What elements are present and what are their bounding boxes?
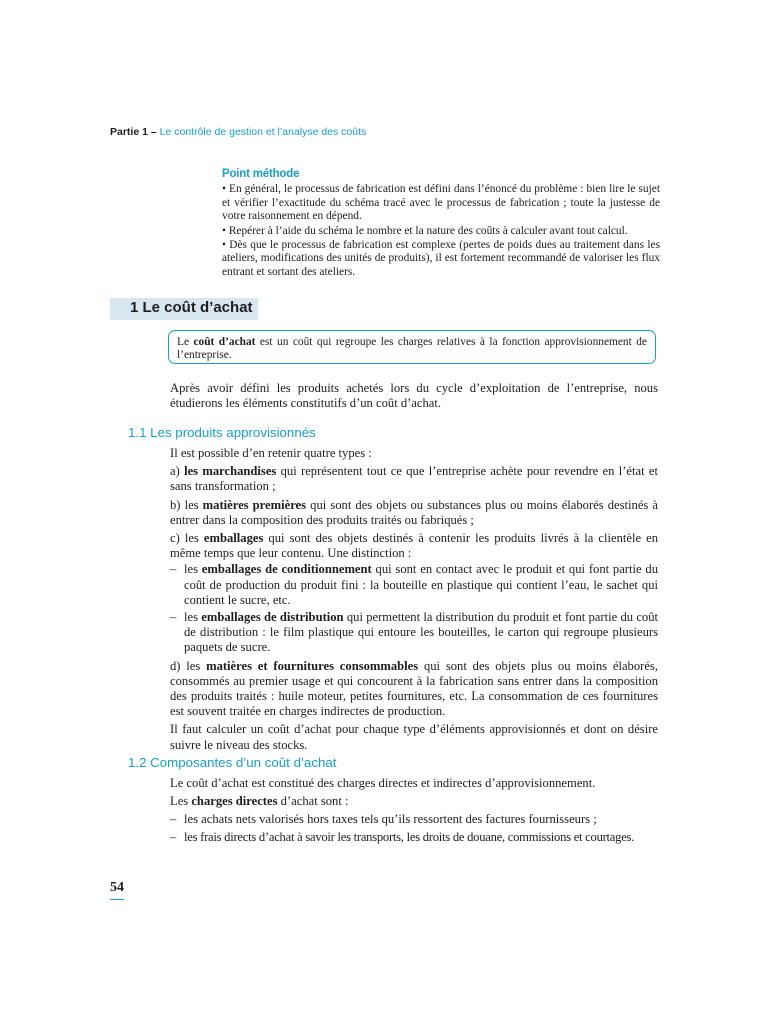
item-b: b) les matières premières qui sont des objets ou substances plus ou moins élaborés destinés à entrer dans la composition des produits traités ou fabriqués ; — [170, 497, 658, 527]
intro-paragraph — [170, 381, 658, 411]
subsection-title-1-1: 1.1 Les produits approvisionnés — [128, 425, 316, 440]
lead-text: Il est possible d’en retenir quatre types : — [170, 446, 372, 460]
page-number-rule — [110, 899, 124, 900]
direct-charge-item: – les achats nets valorisés hors taxes tels qu’ils ressortent des factures fournisseurs ; — [170, 812, 597, 827]
point-methode-title: Point méthode — [222, 168, 300, 180]
part-label: Partie 1 — [110, 126, 148, 138]
direct-charge-item: – les frais directs d’achat à savoir les transports, les droits de douane, commissions et courtages. — [170, 829, 635, 844]
section-heading-bar — [110, 298, 258, 320]
header-subtitle: Le contrôle de gestion et l’analyse des coûts — [159, 126, 367, 138]
methode-item: • Repérer à l’aide du schéma le nombre et la nature des coûts à calculer avant tout calcul. — [222, 224, 628, 237]
subsection-body-1-1 — [170, 446, 658, 756]
item-a: a) les marchandises qui représentent tout ce que l’entreprise achète pour revendre en l’état et sans transformation ; — [170, 464, 659, 494]
closing-text: Il faut calculer un coût d’achat pour chaque type d’éléments approvisionnés et dont on désire suivre le niveau des stocks. — [170, 722, 658, 752]
definition-term: coût d’achat — [193, 336, 256, 348]
methode-item: • En général, le processus de fabrication est défini dans l’énoncé du problème : bien lire le sujet et vérifier l’exactitude du schéma tracé avec le processus de fabrication ; toute la justesse de votre raisonnement en dépend. — [222, 183, 660, 223]
definition-box — [168, 330, 656, 364]
running-header — [110, 126, 366, 138]
header-separator: – — [147, 126, 160, 138]
point-methode-box — [222, 168, 660, 280]
definition-text: Le — [177, 336, 194, 348]
item-c-2: – les emballages de distribution qui permettent la distribution du produit et font partie du coût de distribution : le film plastique qui entoure les bouteilles, le carton qui regroupe plusieurs paquets de sucre. — [170, 610, 659, 655]
subsection-body-1-2 — [170, 776, 680, 847]
item-c: c) les emballages qui sont des objets destinés à contenir les produits livrés à la clientèle en même temps que leur contenu. Une distinction : — [170, 531, 658, 561]
subsection-title-1-2: 1.2 Composantes d’un coût d’achat — [128, 755, 337, 770]
section-title: 1 Le coût d’achat — [130, 299, 253, 316]
item-d: d) les matières et fournitures consommables qui sont des objets plus ou moins élaborés, consommés au premier usage et qui concourent à la fabrication sans entrer dans la composition des produits traités : huile moteur, petites fournitures, etc. La consommation de ces fournitures est souvent traitée en charges indirectes de production. — [170, 658, 658, 719]
intro-text: Après avoir défini les produits achetés lors du cycle d’exploitation de l’entreprise, nous étudierons les éléments constitutifs d’un coût d’achat. — [170, 381, 658, 411]
page-number: 54 — [110, 880, 124, 895]
definition-text: est un coût qui regroupe les charges relatives à la fonction approvisionnement de l’entreprise. — [177, 336, 647, 362]
lead-text: Le coût d’achat est constitué des charges directes et indirectes d’approvisionnement. — [170, 776, 596, 790]
methode-item: • Dès que le processus de fabrication est complexe (pertes de poids dues au traitement dans les ateliers, modifications des unités de produits), il est fortement recommandé de valoriser les flux entrant et sortant des ateliers. — [222, 239, 660, 278]
item-c-1: – les emballages de conditionnement qui sont en contact avec le produit et qui font partie du coût de production du produit fini : la bouteille en plastique qui contient l’eau, le sachet qui contient le sucre, etc. — [170, 562, 658, 607]
direct-charges-intro: Les charges directes d’achat sont : — [170, 794, 349, 809]
